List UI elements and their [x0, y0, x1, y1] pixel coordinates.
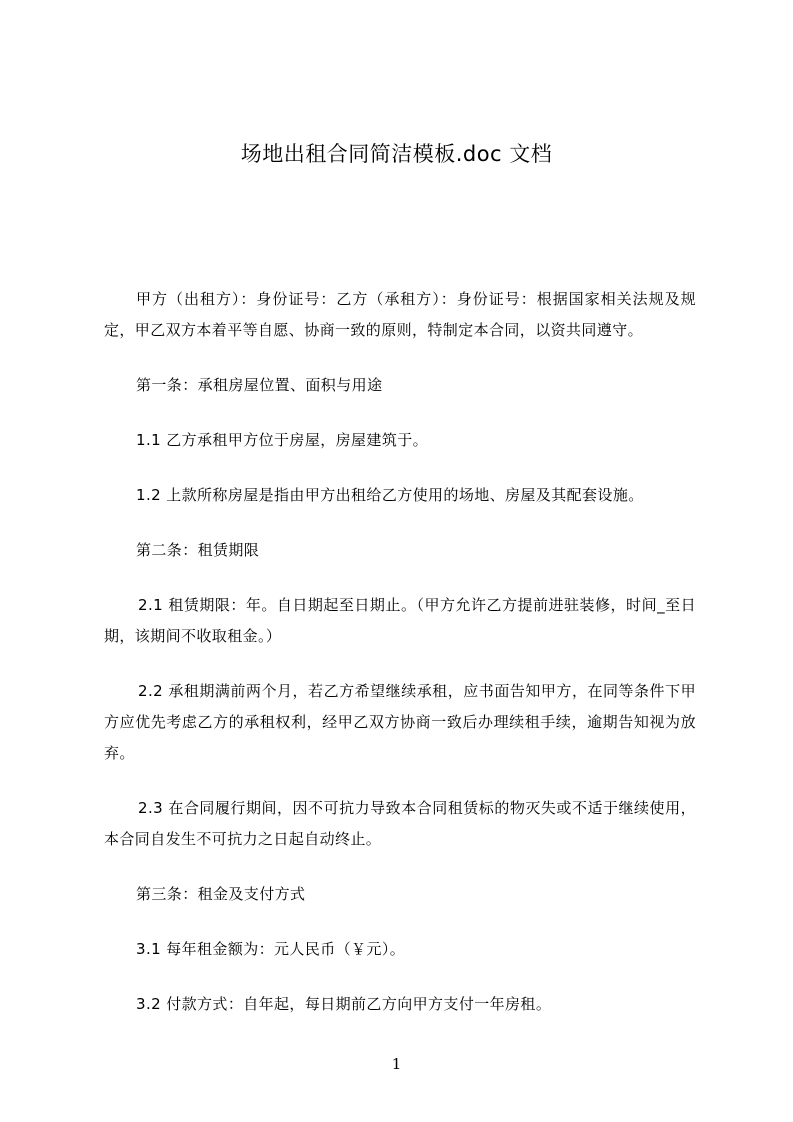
paragraph-clause-3-1: 3.1 每年租金额为：元人民币（￥元）。 [136, 940, 406, 958]
paragraph-clause-2-1: 2.1 租赁期限：年。自日期起至日期止。（甲方允许乙方提前进驻装修，时间_至日期，该期间不收取租金。） [104, 596, 696, 645]
heading-article-3: 第三条：租金及支付方式 [136, 885, 306, 903]
paragraph-clause-2-2: 2.2 承租期满前两个月，若乙方希望继续承租，应书面告知甲方，在同等条件下甲方应优先考虑乙方的承租权利，经甲乙双方协商一致后办理续租手续，逾期告知视为放弃。 [104, 682, 696, 762]
document-body [104, 284, 696, 1020]
document-title: 场地出租合同简洁模板.doc 文档 [240, 142, 553, 166]
paragraph-parties: 甲方（出租方）：身份证号：乙方（承租方）：身份证号：根据国家相关法规及规定，甲乙双方本着平等自愿、协商一致的原则，特制定本合同，以资共同遵守。 [104, 290, 696, 339]
paragraph-clause-1-2: 1.2 上款所称房屋是指由甲方出租给乙方使用的场地、房屋及其配套设施。 [136, 486, 644, 504]
paragraph-clause-1-1: 1.1 乙方承租甲方位于房屋，房屋建筑于。 [136, 431, 429, 449]
paragraph-clause-2-3: 2.3 在合同履行期间，因不可抗力导致本合同租赁标的物灭失或不适于继续使用，本合同自发生不可抗力之日起自动终止。 [104, 799, 696, 848]
heading-article-2: 第二条：租赁期限 [136, 541, 260, 559]
paragraph-clause-3-2: 3.2 付款方式：自年起，每日期前乙方向甲方支付一年房租。 [136, 995, 552, 1013]
heading-article-1: 第一条：承租房屋位置、面积与用途 [136, 376, 383, 394]
page-number: 1 [391, 1055, 402, 1073]
